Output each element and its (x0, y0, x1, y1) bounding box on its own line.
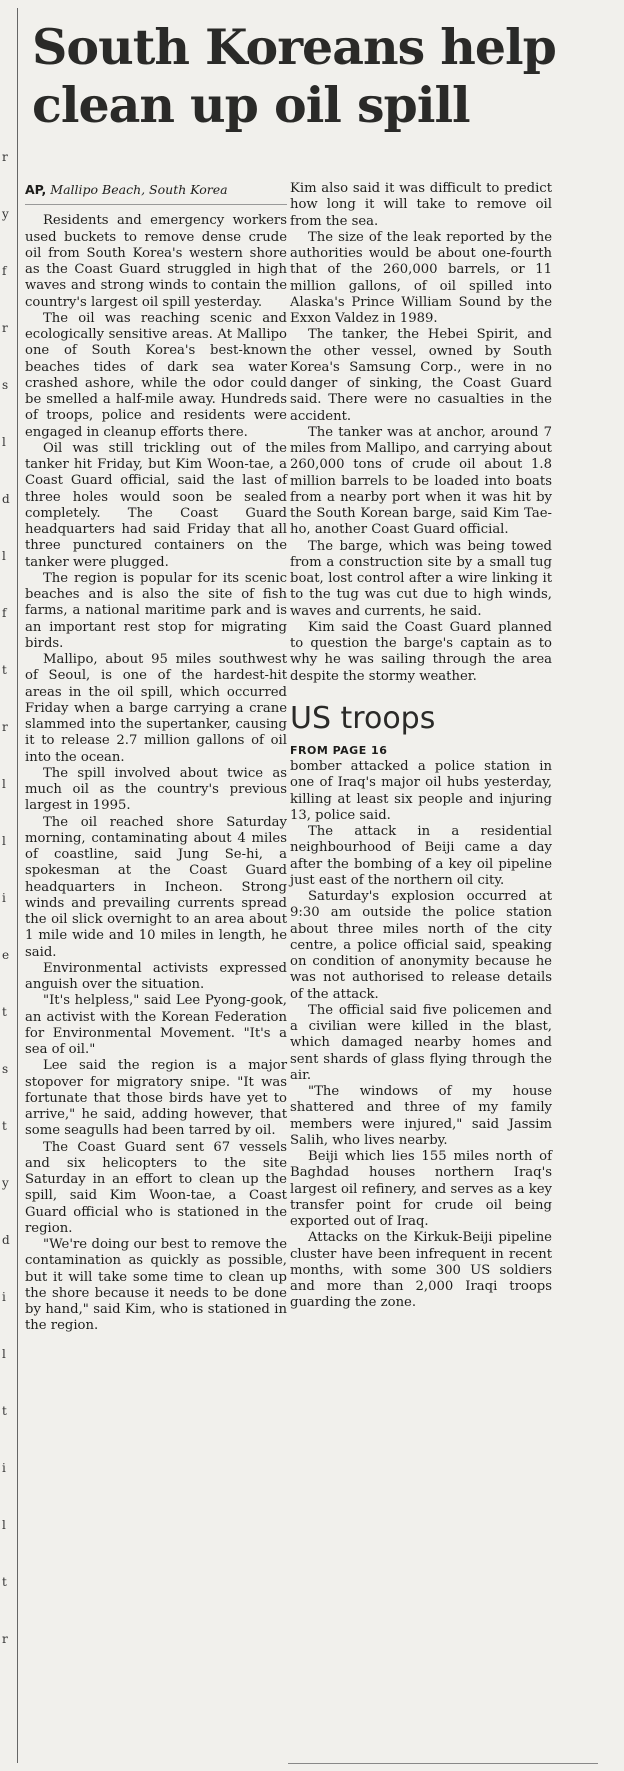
gutter-letter: r (2, 321, 8, 335)
byline-agency: AP, (25, 182, 47, 197)
gutter-letter: t (2, 663, 7, 677)
gutter-letter: i (2, 891, 6, 905)
paragraph: The barge, which was being towed from a construction site by a small tug boat, lost control after a wire linking it to the tug was cut due to high winds, waves and currents, he said. (290, 538, 552, 619)
paragraph: bomber attacked a police station in one of Iraq's major oil hubs yesterday, killing at least six people and injuring 13, police said. (290, 759, 552, 823)
gutter-letter: t (2, 1119, 7, 1133)
paragraph: "We're doing our best to remove the contamination as quickly as possible, but it will take some time to clean up the shore because it needs to be done by hand," said Kim, who is stationed in the region. (25, 1237, 287, 1334)
paragraph: The Coast Guard sent 67 vessels and six helicopters to the site Saturday in an effort to clean up the spill, said Kim Woon-tae, a Coast Guard official who is stationed in the region. (25, 1139, 287, 1236)
gutter-letter: l (2, 549, 6, 563)
paragraph: Residents and emergency workers used buckets to remove dense crude oil from South Korea's western shore as the Coast Guard struggled in high waves and strong winds to contain the country's largest oil spill yesterday. (25, 213, 287, 310)
paragraph: Kim said the Coast Guard planned to question the barge's captain as to why he was sailing through the area despite the stormy weather. (290, 619, 552, 684)
adjacent-column-fragment (0, 150, 14, 1710)
gutter-letter: r (2, 150, 8, 164)
paragraph: The official said five policemen and a civilian were killed in the blast, which damaged nearby homes and sent shards of glass flying through the air. (290, 1002, 552, 1083)
paragraph: The spill involved about twice as much oil as the country's previous largest in 1995. (25, 765, 287, 814)
gutter-letter: i (2, 1290, 6, 1304)
article-body-1 (25, 213, 287, 1334)
bottom-rule (288, 1763, 598, 1764)
article-body-2 (290, 230, 552, 685)
from-page-label: FROM PAGE 16 (290, 743, 388, 757)
article-body-3 (290, 824, 552, 1312)
headline: South Koreans help clean up oil spill (32, 18, 556, 134)
byline (25, 182, 287, 205)
paragraph: Beiji which lies 155 miles north of Baghdad houses northern Iraq's largest oil refinery, and serves as a key transfer point for crude oil being exported out of Iraq. (290, 1149, 552, 1229)
gutter-letter: i (2, 1461, 6, 1475)
paragraph: Attacks on the Kirkuk-Beiji pipeline cluster have been infrequent in recent months, with some 300 US soldiers and more than 2,000 Iraqi troops guarding the zone. (290, 1230, 552, 1311)
paragraph: The size of the leak reported by the authorities would be about one-fourth that of the 260,000 barrels, or 11 million gallons, of oil spilled into Alaska's Prince William Sound by the Exxon Valdez in 1989. (290, 229, 552, 326)
gutter-letter: s (2, 378, 9, 392)
paragraph: The tanker, the Hebei Spirit, and the other vessel, owned by South Korea's Samsung Corp., were in no danger of sinking, the Coast Guard said. There were no casualties in the accident. (290, 327, 552, 424)
paragraph: The attack in a residential neighbourhood of Beiji came a day after the bombing of a key oil pipeline just east of the northern oil city. (290, 824, 552, 888)
gutter-letter: y (2, 207, 9, 221)
gutter-letter: l (2, 435, 6, 449)
gutter-letter: d (2, 492, 10, 506)
sub-headline: US troops (290, 700, 436, 736)
article-column-1 (25, 182, 287, 1335)
paragraph: Oil was still trickling out of the tanker hit Friday, but Kim Woon-tae, a Coast Guard official, said the last of three holes would soon be sealed completely. The Coast Guard headquarters had said Friday that all three punctured containers on the tanker were plugged. (25, 440, 287, 570)
paragraph: "It's helpless," said Lee Pyong-gook, an activist with the Korean Federation for Environmental Movement. "It's a sea of oil." (25, 993, 287, 1057)
paragraph: Lee said the region is a major stopover for migratory snipe. "It was fortunate that those birds have yet to arrive," he said, adding however, that some seagulls had been tarred by oil. (25, 1058, 287, 1139)
paragraph: The region is popular for its scenic beaches and is also the site of fish farms, a national maritime park and is an important rest stop for migrating birds. (25, 570, 287, 651)
gutter-letter: t (2, 1404, 7, 1418)
paragraph: The oil was reaching scenic and ecologically sensitive areas. At Mallipo one of South Korea's best-known beaches tides of dark sea water crashed ashore, while the odor could be smelled a half-mile away. Hundreds of troops, police and residents were engaged in cleanup efforts there. (25, 310, 287, 440)
paragraph: The oil reached shore Saturday morning, contaminating about 4 miles of coastline, said Jung Se-hi, a spokesman at the Coast Guard headquarters in Incheon. Strong winds and prevailing currents spread the oil slick overnight to an area about 1 mile wide and 10 miles in length, he said. (25, 814, 287, 960)
byline-dateline: Mallipo Beach, South Korea (50, 182, 228, 197)
article-column-2 (290, 181, 552, 1312)
gutter-letter: l (2, 1518, 6, 1532)
gutter-letter: r (2, 720, 8, 734)
paragraph: Kim also said it was difficult to predict how long it will take to remove oil from the sea. (290, 181, 552, 229)
gutter-letter: s (2, 1062, 9, 1076)
gutter-letter: l (2, 1347, 6, 1361)
paragraph: Environmental activists expressed anguish over the situation. (25, 960, 287, 992)
paragraph: The tanker was at anchor, around 7 miles from Mallipo, and carrying about 260,000 tons of crude oil about 1.8 million barrels to be loaded into boats from a nearby port when it was hit by the South Korean barge, said Kim Tae-ho, another Coast Guard official. (290, 424, 552, 538)
gutter-letter: r (2, 1632, 8, 1646)
gutter-letter: t (2, 1005, 7, 1019)
gutter-letter: t (2, 1575, 7, 1589)
column-rule (17, 8, 18, 1763)
paragraph: "The windows of my house shattered and three of my family members were injured," said Jassim Salih, who lives nearby. (290, 1084, 552, 1148)
gutter-letter: d (2, 1233, 10, 1247)
paragraph: Mallipo, about 95 miles southwest of Seoul, is one of the hardest-hit areas in the oil spill, which occurred Friday when a barge carrying a crane slammed into the supertanker, causing it to release 2.7 million gallons of oil into the ocean. (25, 652, 287, 765)
paragraph: Saturday's explosion occurred at 9:30 am outside the police station about three miles north of the city centre, a police official said, speaking on condition of anonymity because he was not authorised to release details of the attack. (290, 889, 552, 1002)
gutter-letter: l (2, 834, 6, 848)
gutter-letter: y (2, 1176, 9, 1190)
gutter-letter: e (2, 948, 10, 962)
gutter-letter: f (2, 264, 7, 278)
gutter-letter: f (2, 606, 7, 620)
gutter-letter: l (2, 777, 6, 791)
